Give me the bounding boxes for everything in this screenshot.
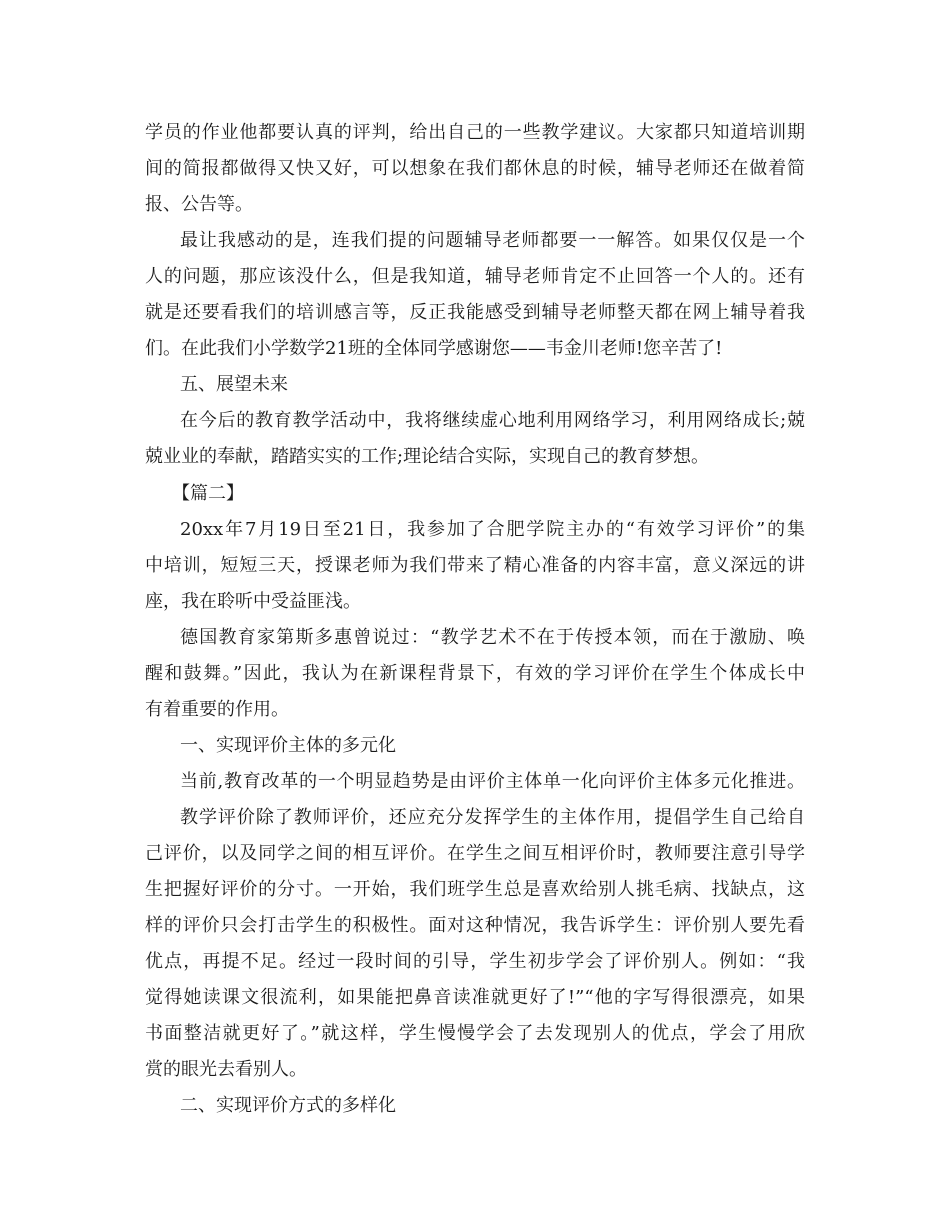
text-line: 生把握好评价的分寸。一开始，我们班学生总是喜欢给别人挑毛病、找缺点，这 <box>145 879 805 900</box>
text-line: 赏的眼光去看别人。 <box>145 1059 307 1080</box>
text-line: 报、公告等。 <box>145 194 253 215</box>
text-line: 当前,教育改革的一个明显趋势是由评价主体单一化向评价主体多元化推进。 <box>180 771 805 792</box>
text-line: 学员的作业他都要认真的评判，给出自己的一些教学建议。大家都只知道培训期 <box>145 122 805 143</box>
text-line: 一、实现评价主体的多元化 <box>180 735 396 756</box>
text-line: 就是还要看我们的培训感言等，反正我能感受到辅导老师整天都在网上辅导着我 <box>145 302 805 323</box>
text-line: 样的评价只会打击学生的积极性。面对这种情况，我告诉学生：评价别人要先看 <box>145 915 805 936</box>
text-line: 教学评价除了教师评价，还应充分发挥学生的主体作用，提倡学生自己给自 <box>180 807 805 828</box>
text-line: 觉得她读课文很流利，如果能把鼻音读准就更好了!”“他的字写得很漂亮，如果 <box>145 987 805 1008</box>
text-line: 五、展望未来 <box>180 374 288 395</box>
text-line: 德国教育家第斯多惠曾说过：“教学艺术不在于传授本领，而在于激励、唤 <box>180 627 805 648</box>
text-line: 醒和鼓舞。”因此，我认为在新课程背景下，有效的学习评价在学生个体成长中 <box>145 663 805 684</box>
text-line: 座，我在聆听中受益匪浅。 <box>145 591 361 612</box>
text-line: 兢业业的奉献，踏踏实实的工作;理论结合实际，实现自己的教育梦想。 <box>145 446 710 467</box>
text-line: 间的简报都做得又快又好，可以想象在我们都休息的时候，辅导老师还在做着简 <box>145 158 805 179</box>
section-heading: 【篇二】 <box>172 483 244 504</box>
text-line: 人的问题，那应该没什么，但是我知道，辅导老师肯定不止回答一个人的。还有 <box>145 266 805 287</box>
text-line: 最让我感动的是，连我们提的问题辅导老师都要一一解答。如果仅仅是一个 <box>180 230 805 251</box>
text-line: 有着重要的作用。 <box>145 699 289 720</box>
text-line: 中培训，短短三天，授课老师为我们带来了精心准备的内容丰富，意义深远的讲 <box>145 555 805 576</box>
text-line: 己评价，以及同学之间的相互评价。在学生之间互相评价时，教师要注意引导学 <box>145 843 805 864</box>
text-line: 二、实现评价方式的多样化 <box>180 1095 396 1116</box>
text-line: 在今后的教育教学活动中，我将继续虚心地利用网络学习，利用网络成长;兢 <box>180 410 805 431</box>
text-line: 优点，再提不足。经过一段时间的引导，学生初步学会了评价别人。例如：“我 <box>145 951 805 972</box>
text-line: 们。在此我们小学数学21班的全体同学感谢您——韦金川老师!您辛苦了! <box>145 338 723 359</box>
text-line: 书面整洁就更好了。”就这样，学生慢慢学会了去发现别人的优点，学会了用欣 <box>145 1023 805 1044</box>
text-line: 20xx年7月19日至21日，我参加了合肥学院主办的“有效学习评价”的集 <box>180 519 805 540</box>
